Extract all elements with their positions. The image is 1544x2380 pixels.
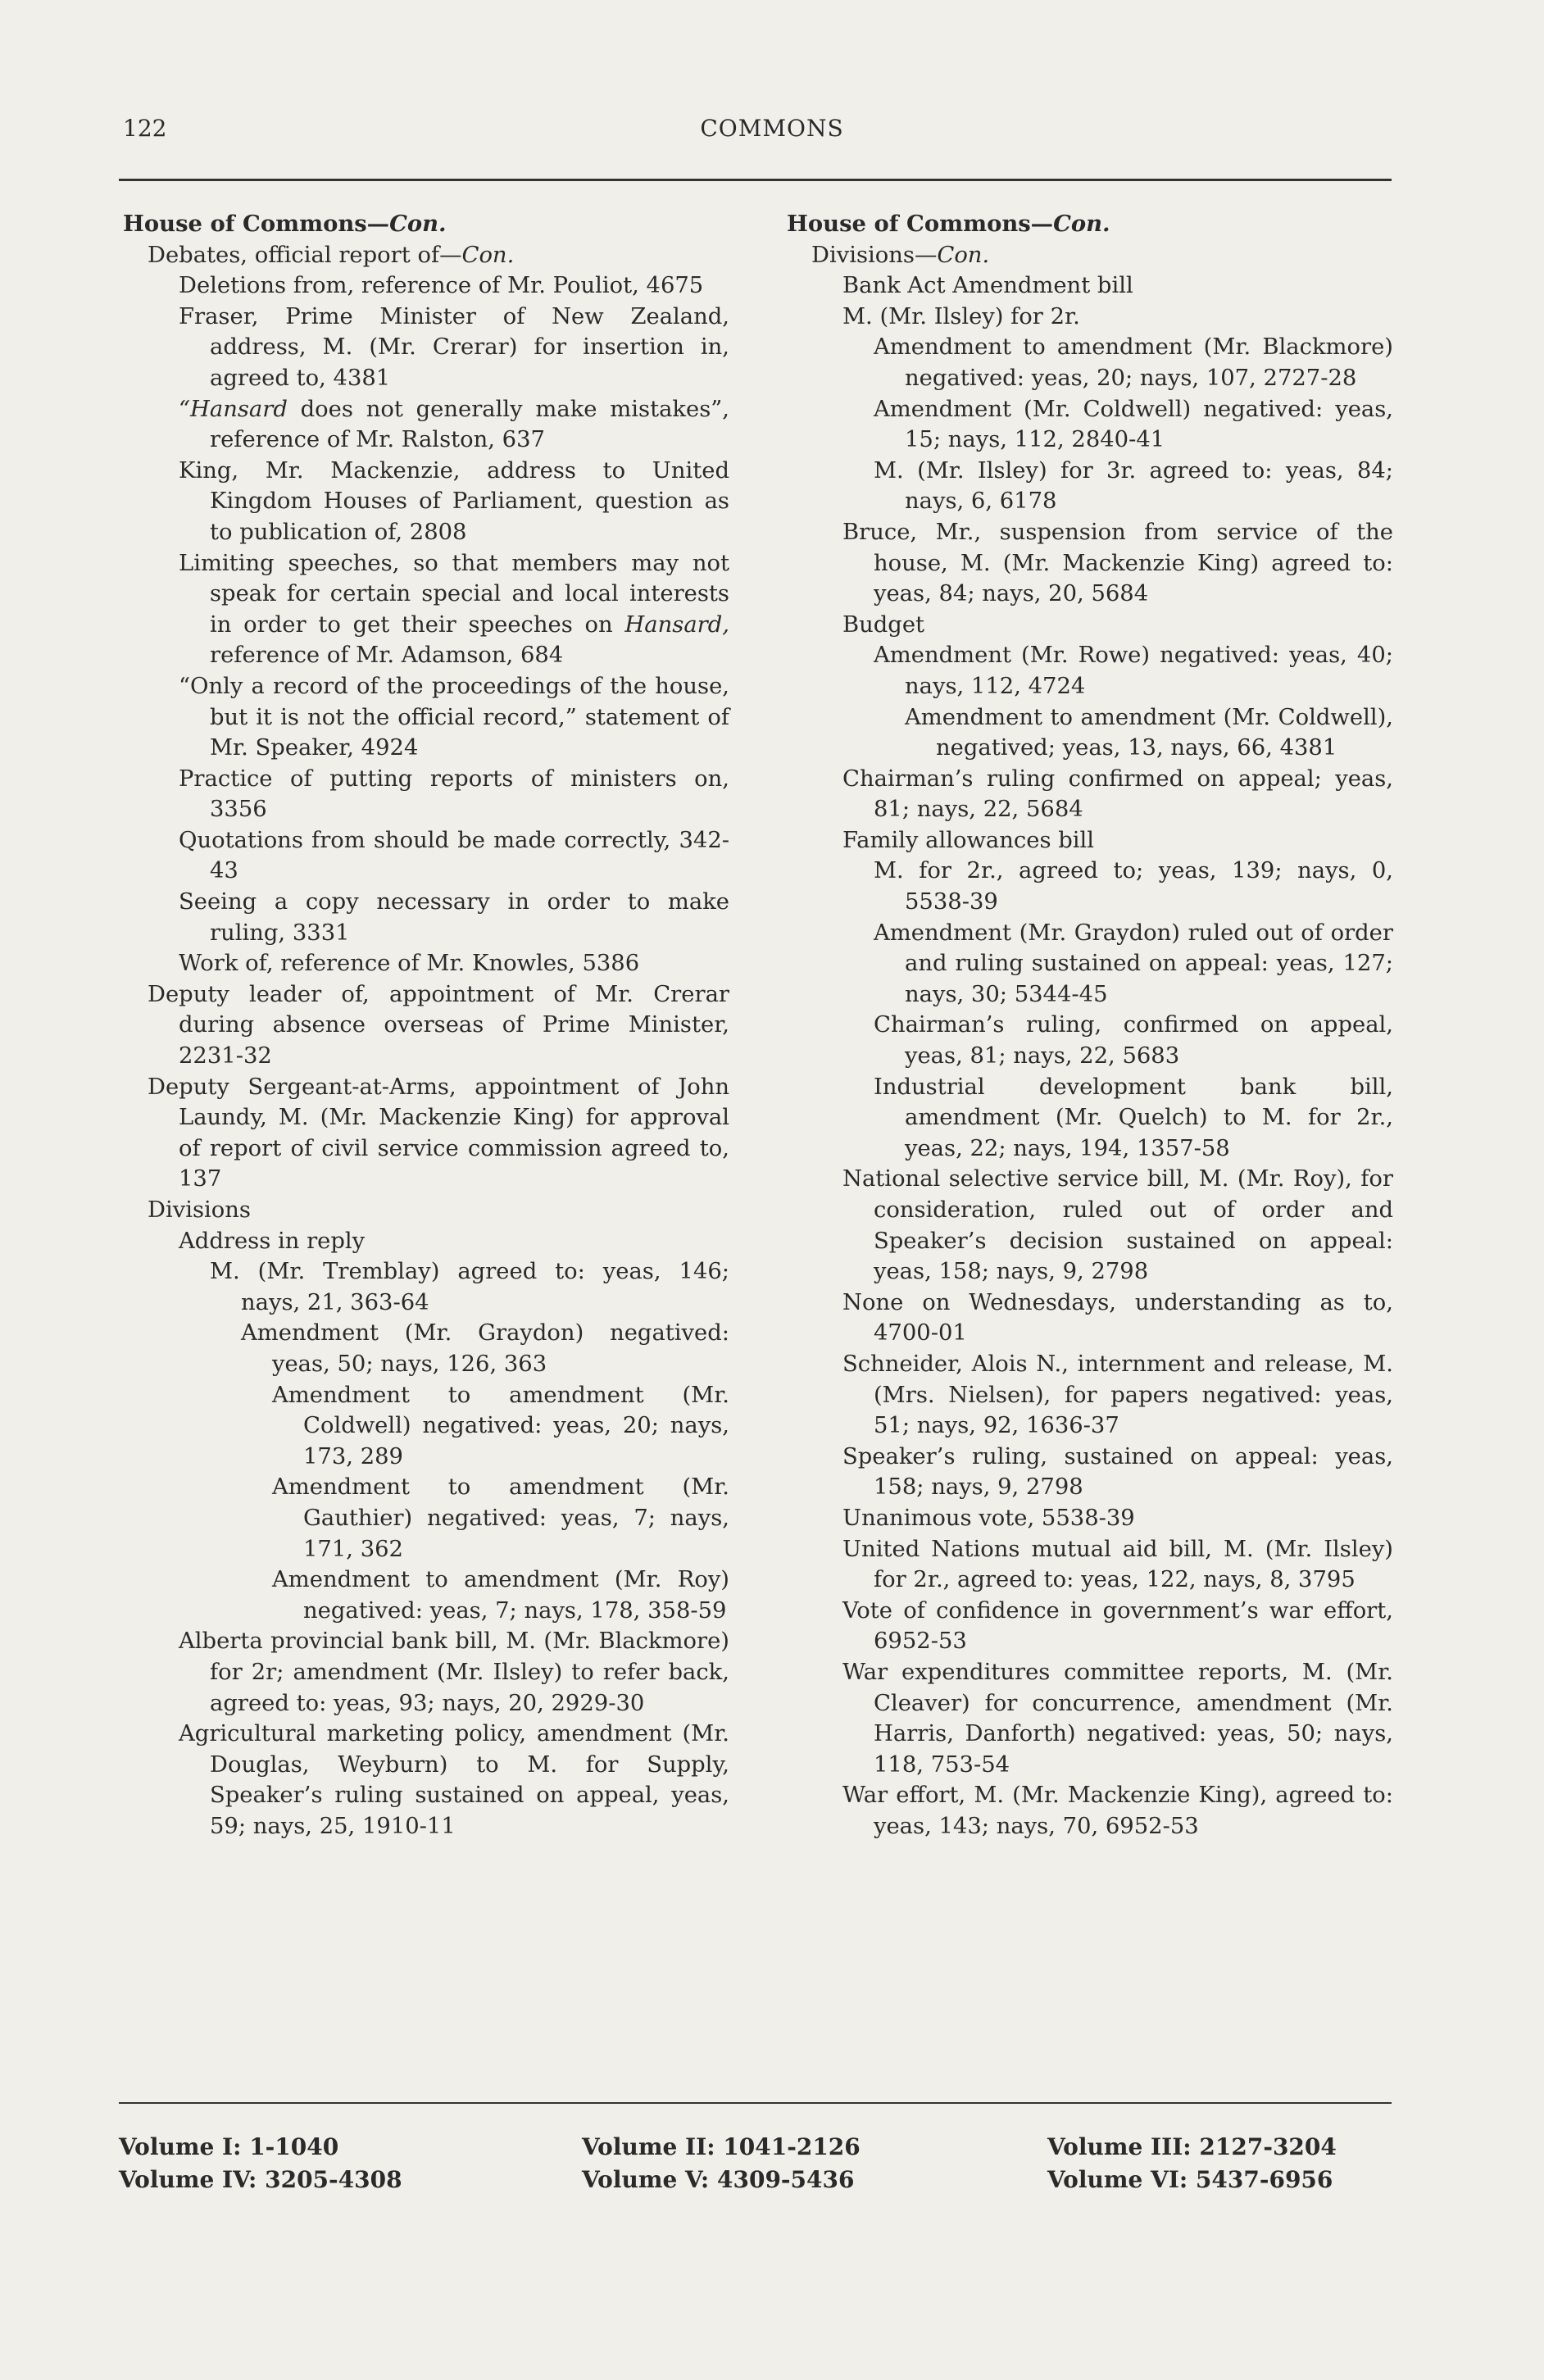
index-entry: Unanimous vote, 5538-39 <box>842 1505 1135 1531</box>
index-entry: Schneider, Alois N., internment and release, M. (Mrs. Nielsen), for papers negatived: yeas, 51; nays, 92, 1636-37 <box>842 1351 1393 1439</box>
volume-range: Volume III: 2127-3204 <box>1047 2133 1337 2160</box>
volume-range: Volume V: 4309-5436 <box>582 2166 855 2193</box>
index-entry: Practice of putting reports of ministers on, 3356 <box>179 765 729 823</box>
index-entry: War expenditures committee reports, M. (Mr. Cleaver) for concurrence, amendment (Mr. Harris, Danforth) negatived: yeas, 50; nays, 118, 753-54 <box>842 1659 1393 1778</box>
index-entry: “Only a record of the proceedings of the house, but it is not the official record,” statement of Mr. Speaker, 4924 <box>179 673 729 761</box>
index-entry: Amendment to amendment (Mr. Gauthier) negatived: yeas, 7; nays, 171, 362 <box>272 1474 729 1562</box>
footer-volumes-col2 <box>582 2131 861 2196</box>
index-entry: Amendment (Mr. Graydon) ruled out of order and ruling sustained on appeal: yeas, 127; nays, 30; 5344-45 <box>874 920 1393 1007</box>
page-title: COMMONS <box>700 115 844 142</box>
index-entry: Deputy Sergeant-at-Arms, appointment of John Laundy, M. (Mr. Mackenzie King) for approval of report of civil service commission agreed to, 137 <box>148 1074 729 1192</box>
index-entry: Fraser, Prime Minister of New Zealand, address, M. (Mr. Crerar) for insertion in, agreed to, 4381 <box>179 303 729 391</box>
index-entry: Family allowances bill <box>842 827 1095 853</box>
index-entry: Amendment (Mr. Coldwell) negatived: yeas, 15; nays, 112, 2840-41 <box>874 396 1393 453</box>
index-heading: House of Commons—Con. <box>787 211 1110 237</box>
index-entry: War effort, M. (Mr. Mackenzie King), agreed to: yeas, 143; nays, 70, 6952-53 <box>842 1783 1393 1839</box>
footer-volumes-col3 <box>1047 2131 1337 2196</box>
index-entry: Amendment (Mr. Graydon) negatived: yeas, 50; nays, 126, 363 <box>241 1320 729 1377</box>
index-entry: Industrial development bank bill, amendment (Mr. Quelch) to M. for 2r., yeas, 22; nays, 194, 1357-58 <box>874 1074 1393 1161</box>
index-entry: Divisions—Con. <box>811 242 990 268</box>
index-entry: Chairman’s ruling, confirmed on appeal, yeas, 81; nays, 22, 5683 <box>874 1012 1393 1070</box>
index-entry: Bruce, Mr., suspension from service of the house, M. (Mr. Mackenzie King) agreed to: yeas, 84; nays, 20, 5684 <box>842 519 1393 607</box>
index-entry: Deletions from, reference of Mr. Pouliot, 4675 <box>179 273 704 299</box>
index-entry: Divisions <box>148 1197 251 1223</box>
index-entry: Alberta provincial bank bill, M. (Mr. Blackmore) for 2r; amendment (Mr. Ilsley) to refer back, agreed to: yeas, 93; nays, 20, 2929-30 <box>179 1628 729 1716</box>
volume-range: Volume IV: 3205-4308 <box>119 2166 402 2193</box>
index-entry: Agricultural marketing policy, amendment (Mr. Douglas, Weyburn) to M. for Supply, Speaker’s ruling sustained on appeal, yeas, 59; nays, 25, 1910-11 <box>179 1721 729 1839</box>
right-column <box>787 209 1393 1842</box>
index-entry: Amendment to amendment (Mr. Coldwell) negatived: yeas, 20; nays, 173, 289 <box>272 1382 729 1469</box>
header-divider <box>119 179 1392 181</box>
index-entry: Speaker’s ruling, sustained on appeal: yeas, 158; nays, 9, 2798 <box>842 1443 1393 1501</box>
left-column <box>123 209 729 1842</box>
index-entry: Bank Act Amendment bill <box>842 273 1133 299</box>
index-entry: Quotations from should be made correctly, 342-43 <box>179 827 729 884</box>
index-entry: National selective service bill, M. (Mr. Roy), for consideration, ruled out of order and Speaker’s decision sustained on appeal: yeas, 158; nays, 9, 2798 <box>842 1166 1393 1285</box>
index-entry: Amendment to amendment (Mr. Coldwell), negatived; yeas, 13, nays, 66, 4381 <box>905 704 1393 761</box>
index-entry: M. (Mr. Tremblay) agreed to: yeas, 146; nays, 21, 363-64 <box>210 1259 729 1315</box>
index-heading: House of Commons—Con. <box>123 211 447 237</box>
index-entry: Address in reply <box>179 1228 366 1254</box>
index-entry: Limiting speeches, so that members may not speak for certain special and local interests in order to get their speeches on Hansard, reference of Mr. Adamson, 684 <box>179 550 729 669</box>
volume-range: Volume I: 1-1040 <box>119 2133 339 2160</box>
index-entry: Amendment to amendment (Mr. Blackmore) negatived: yeas, 20; nays, 107, 2727-28 <box>874 334 1393 391</box>
index-entry: Budget <box>842 611 925 638</box>
footer-volumes-col1 <box>119 2131 402 2196</box>
index-entry: United Nations mutual aid bill, M. (Mr. Ilsley) for 2r., agreed to: yeas, 122, nays, 8, 3795 <box>842 1536 1393 1593</box>
index-entry: King, Mr. Mackenzie, address to United Kingdom Houses of Parliament, question as to publication of, 2808 <box>179 457 729 545</box>
index-entry: M. (Mr. Ilsley) for 3r. agreed to: yeas, 84; nays, 6, 6178 <box>874 457 1393 515</box>
index-entry: Amendment to amendment (Mr. Roy) negatived: yeas, 7; nays, 178, 358-59 <box>272 1567 729 1624</box>
index-entry: M. (Mr. Ilsley) for 2r. <box>842 303 1080 329</box>
volume-range: Volume VI: 5437-6956 <box>1047 2166 1333 2193</box>
index-entry: Amendment (Mr. Rowe) negatived: yeas, 40; nays, 112, 4724 <box>874 643 1393 699</box>
index-entry: Deputy leader of, appointment of Mr. Crerar during absence overseas of Prime Minister, 2231-32 <box>148 981 729 1070</box>
index-entry: Seeing a copy necessary in order to make ruling, 3331 <box>179 889 729 946</box>
volume-range: Volume II: 1041-2126 <box>582 2133 861 2160</box>
index-entry: Chairman’s ruling confirmed on appeal; yeas, 81; nays, 22, 5684 <box>842 765 1393 823</box>
page-number: 122 <box>123 115 167 142</box>
index-entry: Work of, reference of Mr. Knowles, 5386 <box>179 951 640 977</box>
footer-divider <box>119 2102 1392 2104</box>
index-entry: Debates, official report of—Con. <box>148 242 515 268</box>
index-entry: None on Wednesdays, understanding as to, 4700-01 <box>842 1289 1393 1347</box>
index-entry: Vote of confidence in government’s war effort, 6952-53 <box>842 1597 1393 1655</box>
index-entry: M. for 2r., agreed to; yeas, 139; nays, 0, 5538-39 <box>874 858 1393 915</box>
index-entry: “Hansard does not generally make mistakes”, reference of Mr. Ralston, 637 <box>179 396 729 453</box>
